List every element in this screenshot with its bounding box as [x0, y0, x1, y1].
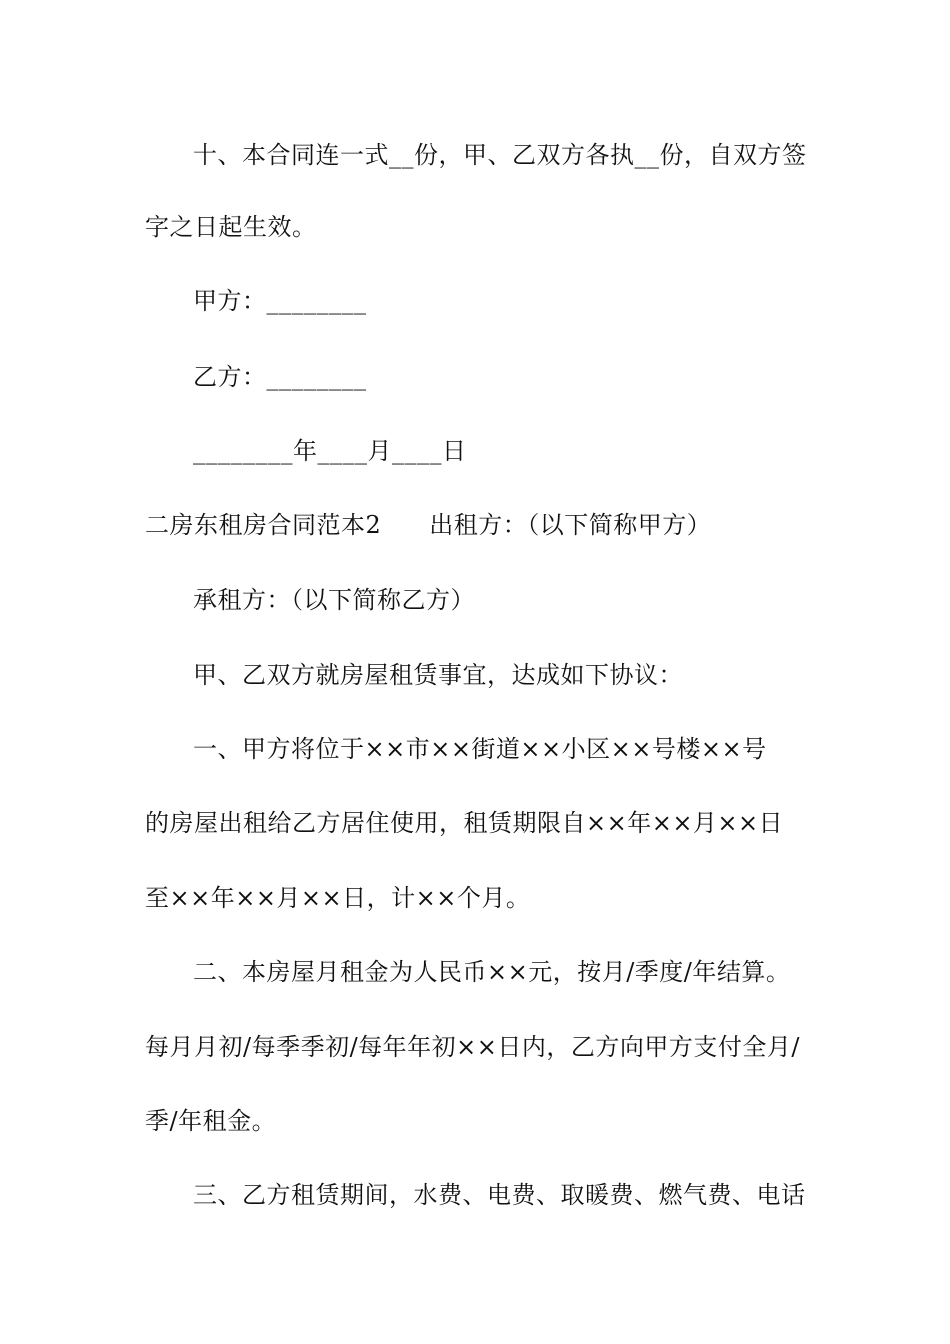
clause-two-line-1: 二、本房屋月租金为人民币××元，按月/季度/年结算。	[193, 958, 791, 986]
lessee-label: 承租方：（以下简称乙方）	[193, 586, 475, 614]
clause-two-line-2: 每月月初/每季季初/每年年初××日内，乙方向甲方支付全月/	[145, 1033, 800, 1061]
clause-ten-line-2: 字之日起生效。	[145, 213, 317, 241]
clause-one-line-3: 至××年××月××日，计××个月。	[145, 884, 531, 912]
signing-date-line: ________年____月____日	[193, 437, 467, 465]
clause-ten-line-1: 十、本合同连一式__份，甲、乙双方各执__份，自双方签	[193, 141, 807, 169]
agreement-intro: 甲、乙双方就房屋租赁事宜，达成如下协议：	[193, 661, 683, 689]
contract-title-line	[145, 510, 825, 540]
clause-one-line-1: 一、甲方将位于××市××街道××小区××号楼××号	[193, 735, 767, 763]
clause-two-line-3: 季/年租金。	[145, 1107, 277, 1135]
party-b-signature-line: 乙方：________	[193, 363, 367, 391]
clause-one-line-2: 的房屋出租给乙方居住使用，租赁期限自××年××月××日	[145, 809, 784, 837]
lessor-label: 出租方：（以下简称甲方）	[429, 511, 712, 539]
party-a-signature-line: 甲方：________	[193, 287, 367, 315]
clause-three-line-1: 三、乙方租赁期间，水费、电费、取暖费、燃气费、电话	[193, 1181, 806, 1209]
contract-title: 二房东租房合同范本2	[145, 511, 382, 539]
